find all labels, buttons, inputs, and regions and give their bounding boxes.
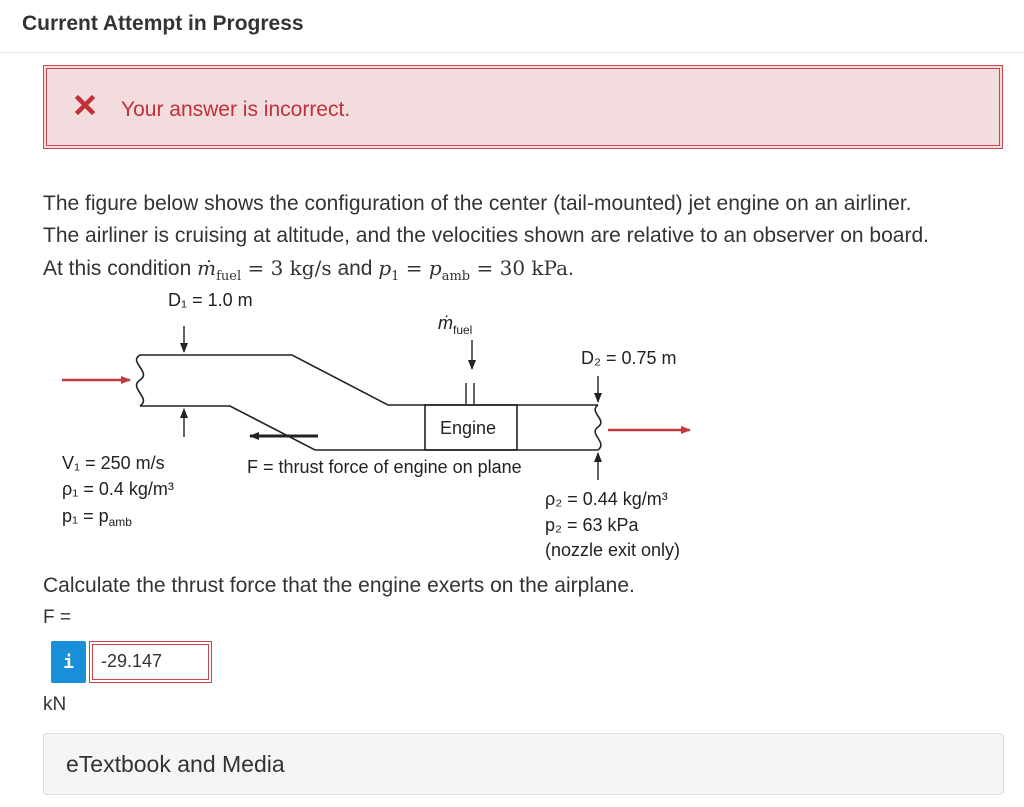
thrust-label: F = thrust force of engine on plane bbox=[247, 457, 522, 477]
outlet-break bbox=[595, 405, 601, 450]
p2-label: p₂ = 63 kPa bbox=[545, 515, 639, 535]
question-line-3: At this condition ṁ$_{fuel}$ = 3 kg/s and $p_1 = p_{amb} = 30$ kPa. bbox=[43, 256, 574, 284]
pressure-value: 30 kPa bbox=[499, 256, 569, 280]
info-icon[interactable]: i bbox=[51, 641, 86, 683]
v1-label: V₁ = 250 m/s bbox=[62, 453, 165, 473]
mfuel-value: 3 kg/s bbox=[270, 256, 332, 280]
question-line-2: The airliner is cruising at altitude, and the velocities shown are relative to an observer on board. bbox=[43, 224, 929, 247]
rho2-label: ρ₂ = 0.44 kg/m³ bbox=[545, 489, 668, 509]
mfuel-diagram-label: ṁ$_{fuel}$ bbox=[438, 313, 473, 337]
feedback-message: Your answer is incorrect. bbox=[121, 98, 351, 121]
feedback-alert bbox=[43, 65, 1003, 149]
engine-diagram bbox=[0, 280, 1024, 570]
d1-label: D₁ = 1.0 m bbox=[168, 290, 253, 310]
question-line-1: The figure below shows the configuration of the center (tail-mounted) jet engine on an airliner. bbox=[43, 192, 912, 215]
etextbook-panel[interactable] bbox=[43, 733, 1004, 795]
x-mark-icon bbox=[73, 93, 97, 117]
unit-label: kN bbox=[43, 694, 67, 715]
duct-outline bbox=[140, 355, 598, 450]
d2-label: D₂ = 0.75 m bbox=[581, 348, 677, 368]
etextbook-label: eTextbook and Media bbox=[66, 751, 285, 777]
pressure-equation: $p_1 = p_{amb}$ = bbox=[378, 256, 500, 284]
p1-label: $p_1 = p_{amb}$ bbox=[62, 506, 132, 529]
mfuel-symbol: ṁ$_{fuel}$ = bbox=[197, 256, 271, 284]
nozzle-label: (nozzle exit only) bbox=[545, 540, 681, 560]
question-text bbox=[43, 188, 1008, 293]
header-divider bbox=[0, 52, 1024, 53]
rho1-label: ρ₁ = 0.4 kg/m³ bbox=[62, 479, 174, 499]
inlet-break bbox=[137, 355, 144, 406]
answer-field-wrapper bbox=[89, 641, 212, 683]
answer-prompt: Calculate the thrust force that the engine exerts on the airplane. bbox=[43, 574, 635, 597]
answer-input[interactable] bbox=[101, 651, 201, 672]
page-title: Current Attempt in Progress bbox=[22, 12, 304, 35]
variable-label: F = bbox=[43, 607, 71, 628]
engine-label: Engine bbox=[440, 418, 497, 438]
